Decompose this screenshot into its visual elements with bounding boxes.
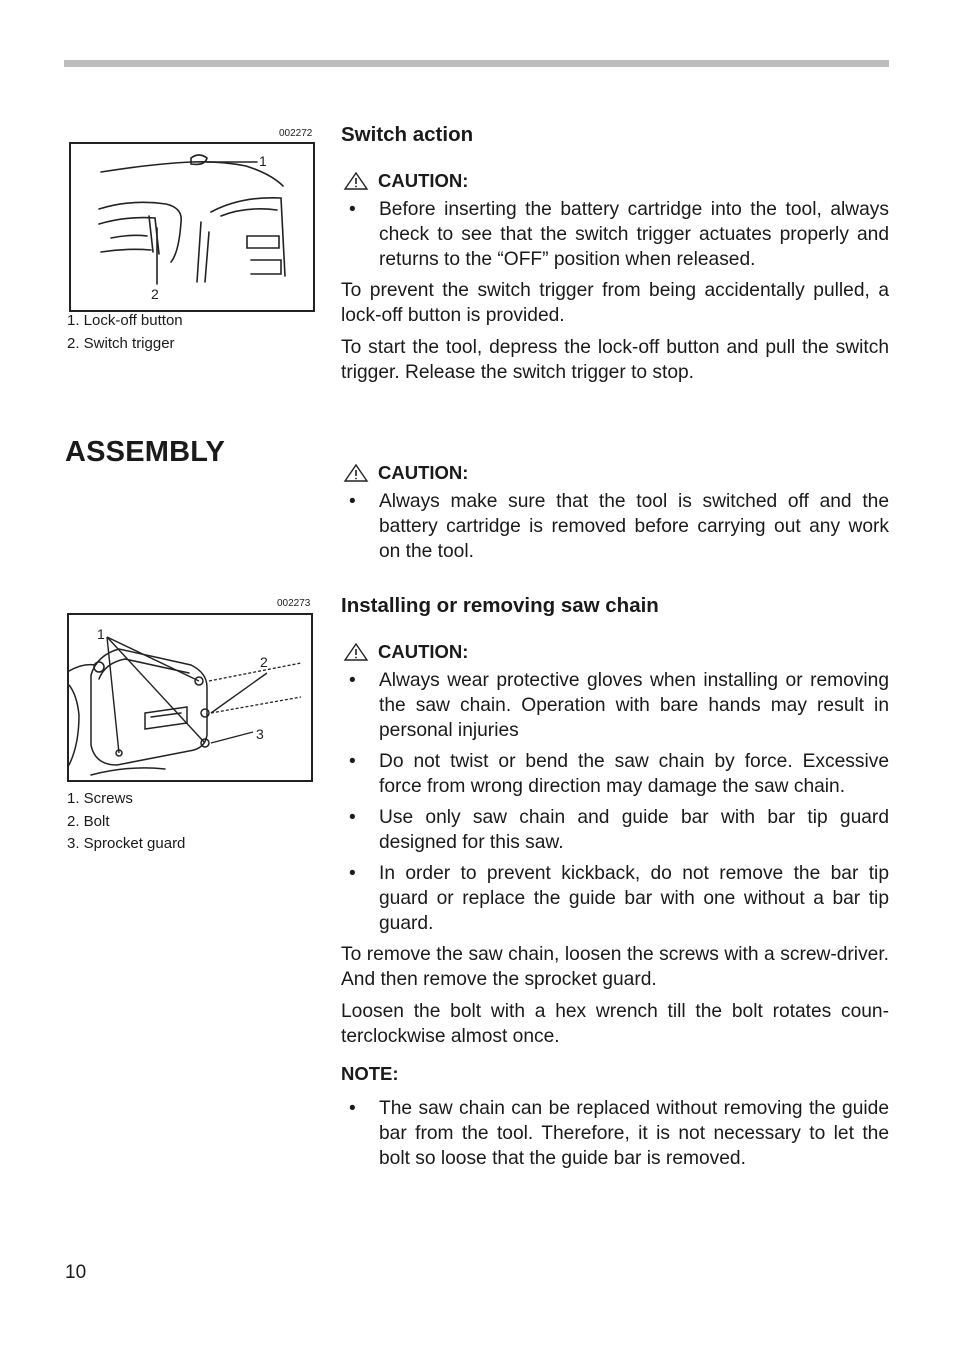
figure2-image [67,613,313,782]
note-list [341,1096,889,1171]
warning-triangle-icon [343,171,369,191]
figure2-legend [67,788,185,856]
warning-triangle-icon [343,463,369,483]
figure1-callout-1: 1 [259,153,267,169]
figure2-callout-2: 2 [260,654,268,670]
caution-text: CAUTION: [378,462,469,483]
warning-triangle-icon [343,642,369,662]
caution-label [341,639,889,664]
caution-label [341,460,889,485]
list-item: • The saw chain can be replaced without removing the guide bar from the tool. Therefore, it is not necessary to let the bolt so loose that the guide bar is removed. [341,1096,889,1171]
caution-text: CAUTION: [378,641,469,662]
caution-list [341,489,889,564]
paragraph: To prevent the switch trigger from being accidentally pulled, a lock-off button is provided. [341,280,889,326]
paragraph: To start the tool, depress the lock-off button and pull the switch trigger. Release the switch trigger to stop. [341,337,889,383]
note-label: NOTE: [341,1063,399,1084]
page-number: 10 [65,1262,87,1283]
switch-illustration [71,144,313,310]
legend-item: 2. Bolt [67,812,110,830]
header-rule [64,60,889,67]
list-item: • Always wear protective gloves when installing or removing the saw chain. Operation with bare hands may result in personal injuries [341,668,889,743]
list-item: • Use only saw chain and guide bar with bar tip guard designed for this saw. [341,805,889,855]
list-item: • Before inserting the battery cartridge into the tool, always check to see that the switch trigger actuates properly and returns to the “OFF” position when released. [341,197,889,272]
paragraph: To remove the saw chain, loosen the screws with a screw-driver. And then remove the sprocket guard. [341,944,889,990]
list-item: • Always make sure that the tool is switched off and the battery cartridge is removed before carrying out any work on the tool. [341,489,889,564]
figure1-legend [67,310,183,355]
saw-chain-section [341,593,889,1177]
figure1-code: 002272 [279,128,313,139]
assembly-title: ASSEMBLY [65,436,226,468]
figure2-callout-3: 3 [256,726,264,742]
figure1-image [69,142,315,312]
figure2-code: 002273 [277,598,311,609]
caution-text: CAUTION: [378,170,469,191]
caution-list [341,197,889,272]
legend-item: 1. Lock-off button [67,312,183,329]
sprocket-guard-illustration [69,615,311,780]
switch-action-section [341,122,889,385]
section-heading: Switch action [341,123,474,146]
assembly-caution-section [341,460,889,570]
section-heading: Installing or removing saw chain [341,594,659,617]
figure2-callout-1: 1 [97,626,105,642]
paragraph: Loosen the bolt with a hex wrench till the bolt rotates coun-terclockwise almost once. [341,1001,889,1047]
figure1-callout-2: 2 [151,286,159,302]
caution-label [341,168,889,193]
legend-item: 1. Screws [67,790,133,807]
list-item: • In order to prevent kickback, do not remove the bar tip guard or replace the guide bar with one without a bar tip guard. [341,861,889,936]
legend-item: 2. Switch trigger [67,334,175,352]
list-item: • Do not twist or bend the saw chain by force. Excessive force from wrong direction may damage the saw chain. [341,749,889,799]
legend-item: 3. Sprocket guard [67,835,186,852]
caution-list [341,668,889,936]
